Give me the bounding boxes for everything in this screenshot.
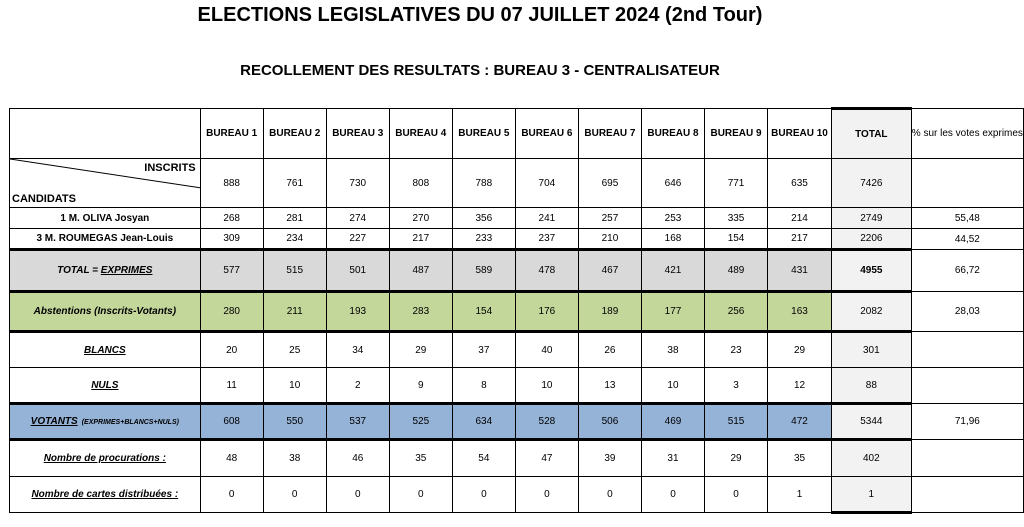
header-bureau-9: BUREAU 9	[705, 109, 768, 159]
nuls-b9: 3	[705, 368, 768, 404]
cand2-b1: 309	[200, 229, 263, 250]
blancs-b3: 34	[326, 332, 389, 368]
procurations-b2: 38	[263, 440, 326, 477]
exprimes-b1: 577	[200, 250, 263, 292]
procurations-total: 402	[831, 440, 911, 477]
nuls-label: NULS	[10, 368, 201, 404]
nuls-b1: 11	[200, 368, 263, 404]
inscrits-b6: 704	[515, 159, 578, 208]
votants-b9: 515	[705, 404, 768, 440]
inscrits-b5: 788	[452, 159, 515, 208]
procurations-b7: 39	[578, 440, 641, 477]
blancs-b9: 23	[705, 332, 768, 368]
votants-b1: 608	[200, 404, 263, 440]
header-bureau-1: BUREAU 1	[200, 109, 263, 159]
inscrits-row	[10, 159, 1024, 208]
procurations-b10: 35	[768, 440, 832, 477]
votants-label-main: VOTANTS	[30, 416, 78, 427]
inscrits-b10: 635	[768, 159, 832, 208]
inscrits-corner-cell	[10, 159, 201, 208]
exprimes-b8: 421	[641, 250, 704, 292]
nuls-b6: 10	[515, 368, 578, 404]
abstentions-b7: 189	[578, 292, 641, 332]
inscrits-b2: 761	[263, 159, 326, 208]
cand2-b8: 168	[641, 229, 704, 250]
votants-b5: 634	[452, 404, 515, 440]
votants-b10: 472	[768, 404, 832, 440]
abstentions-b4: 283	[389, 292, 452, 332]
abstentions-b1: 280	[200, 292, 263, 332]
cand2-b10: 217	[768, 229, 832, 250]
nuls-total: 88	[831, 368, 911, 404]
blancs-total: 301	[831, 332, 911, 368]
cartes-b9: 0	[705, 477, 768, 513]
cand1-total: 2749	[831, 208, 911, 229]
header-bureau-3: BUREAU 3	[326, 109, 389, 159]
header-bureau-8: BUREAU 8	[641, 109, 704, 159]
cand2-b3: 227	[326, 229, 389, 250]
page-title: ELECTIONS LEGISLATIVES DU 07 JUILLET 2024 (2nd Tour)	[197, 4, 763, 26]
nuls-row	[10, 368, 1024, 404]
page-subtitle: RECOLLEMENT DES RESULTATS : BUREAU 3 - CENTRALISATEUR	[240, 62, 720, 79]
procurations-b6: 47	[515, 440, 578, 477]
abstentions-b10: 163	[768, 292, 832, 332]
header-row	[10, 109, 1024, 159]
blancs-b7: 26	[578, 332, 641, 368]
nuls-b8: 10	[641, 368, 704, 404]
cand1-b8: 253	[641, 208, 704, 229]
blancs-b5: 37	[452, 332, 515, 368]
votants-b2: 550	[263, 404, 326, 440]
nuls-b10: 12	[768, 368, 832, 404]
cartes-b4: 0	[389, 477, 452, 513]
votants-b4: 525	[389, 404, 452, 440]
exprimes-b6: 478	[515, 250, 578, 292]
cand2-b9: 154	[705, 229, 768, 250]
abstentions-b5: 154	[452, 292, 515, 332]
cand2-b4: 217	[389, 229, 452, 250]
procurations-b9: 29	[705, 440, 768, 477]
candidats-label: CANDIDATS	[12, 193, 76, 205]
cand1-b5: 356	[452, 208, 515, 229]
candidate-row	[10, 208, 1024, 229]
cartes-b2: 0	[263, 477, 326, 513]
exprimes-total: 4955	[831, 250, 911, 292]
cartes-b10: 1	[768, 477, 832, 513]
procurations-pct	[911, 440, 1023, 477]
cand2-b6: 237	[515, 229, 578, 250]
procurations-b8: 31	[641, 440, 704, 477]
cartes-b5: 0	[452, 477, 515, 513]
cartes-b3: 0	[326, 477, 389, 513]
cartes-b6: 0	[515, 477, 578, 513]
votants-b7: 506	[578, 404, 641, 440]
cartes-b8: 0	[641, 477, 704, 513]
nuls-b7: 13	[578, 368, 641, 404]
votants-pct: 71,96	[911, 404, 1023, 440]
cand1-b7: 257	[578, 208, 641, 229]
exprimes-b2: 515	[263, 250, 326, 292]
candidate-name: 3 M. ROUMEGAS Jean-Louis	[10, 229, 201, 250]
votants-label-sub: (EXPRIMES+BLANCS+NULS)	[81, 419, 179, 426]
cartes-b7: 0	[578, 477, 641, 513]
exprimes-pct: 66,72	[911, 250, 1023, 292]
header-blank-cell	[10, 109, 201, 159]
votants-b6: 528	[515, 404, 578, 440]
results-table	[9, 107, 1024, 514]
exprimes-label	[10, 250, 201, 292]
exprimes-label-word: EXPRIMES	[100, 265, 153, 276]
cartes-total: 1	[831, 477, 911, 513]
header-bureau-10: BUREAU 10	[768, 109, 832, 159]
header-bureau-2: BUREAU 2	[263, 109, 326, 159]
blancs-b1: 20	[200, 332, 263, 368]
candidate-row	[10, 229, 1024, 250]
abstentions-b9: 256	[705, 292, 768, 332]
header-pct: % sur les votes exprimes	[911, 109, 1023, 159]
cartes-b1: 0	[200, 477, 263, 513]
abstentions-b3: 193	[326, 292, 389, 332]
exprimes-b4: 487	[389, 250, 452, 292]
abstentions-pct: 28,03	[911, 292, 1023, 332]
header-bureau-6: BUREAU 6	[515, 109, 578, 159]
cand1-b10: 214	[768, 208, 832, 229]
inscrits-b9: 771	[705, 159, 768, 208]
candidate-name: 1 M. OLIVA Josyan	[10, 208, 201, 229]
votants-row	[10, 404, 1024, 440]
abstentions-row	[10, 292, 1024, 332]
cand2-b2: 234	[263, 229, 326, 250]
header-total: TOTAL	[831, 109, 911, 159]
abstentions-total: 2082	[831, 292, 911, 332]
cartes-row	[10, 477, 1024, 513]
cand1-b6: 241	[515, 208, 578, 229]
nuls-pct	[911, 368, 1023, 404]
cand1-b9: 335	[705, 208, 768, 229]
cand1-b1: 268	[200, 208, 263, 229]
abstentions-b8: 177	[641, 292, 704, 332]
exprimes-b10: 431	[768, 250, 832, 292]
votants-b8: 469	[641, 404, 704, 440]
blancs-pct	[911, 332, 1023, 368]
nuls-b5: 8	[452, 368, 515, 404]
cand1-pct: 55,48	[911, 208, 1023, 229]
inscrits-label: INSCRITS	[144, 162, 196, 174]
blancs-b10: 29	[768, 332, 832, 368]
procurations-b4: 35	[389, 440, 452, 477]
cartes-label: Nombre de cartes distribuées :	[10, 477, 201, 513]
votants-label	[10, 404, 201, 440]
abstentions-b2: 211	[263, 292, 326, 332]
exprimes-b7: 467	[578, 250, 641, 292]
blancs-label: BLANCS	[10, 332, 201, 368]
abstentions-b6: 176	[515, 292, 578, 332]
exprimes-b5: 589	[452, 250, 515, 292]
inscrits-b4: 808	[389, 159, 452, 208]
votants-total: 5344	[831, 404, 911, 440]
cartes-pct	[911, 477, 1023, 513]
cand2-total: 2206	[831, 229, 911, 250]
exprimes-b3: 501	[326, 250, 389, 292]
nuls-b4: 9	[389, 368, 452, 404]
exprimes-label-prefix: TOTAL =	[57, 265, 101, 276]
procurations-b1: 48	[200, 440, 263, 477]
header-bureau-5: BUREAU 5	[452, 109, 515, 159]
blancs-b2: 25	[263, 332, 326, 368]
header-bureau-7: BUREAU 7	[578, 109, 641, 159]
nuls-b3: 2	[326, 368, 389, 404]
cand1-b4: 270	[389, 208, 452, 229]
inscrits-pct	[911, 159, 1023, 208]
inscrits-b8: 646	[641, 159, 704, 208]
nuls-b2: 10	[263, 368, 326, 404]
cand2-b7: 210	[578, 229, 641, 250]
inscrits-b3: 730	[326, 159, 389, 208]
inscrits-b1: 888	[200, 159, 263, 208]
cand1-b3: 274	[326, 208, 389, 229]
blancs-b8: 38	[641, 332, 704, 368]
blancs-row	[10, 332, 1024, 368]
procurations-b5: 54	[452, 440, 515, 477]
header-bureau-4: BUREAU 4	[389, 109, 452, 159]
blancs-b6: 40	[515, 332, 578, 368]
abstentions-label: Abstentions (Inscrits-Votants)	[10, 292, 201, 332]
inscrits-total: 7426	[831, 159, 911, 208]
inscrits-b7: 695	[578, 159, 641, 208]
blancs-b4: 29	[389, 332, 452, 368]
procurations-label: Nombre de procurations :	[10, 440, 201, 477]
procurations-b3: 46	[326, 440, 389, 477]
cand2-b5: 233	[452, 229, 515, 250]
cand2-pct: 44,52	[911, 229, 1023, 250]
cand1-b2: 281	[263, 208, 326, 229]
votants-b3: 537	[326, 404, 389, 440]
exprimes-row	[10, 250, 1024, 292]
exprimes-b9: 489	[705, 250, 768, 292]
procurations-row	[10, 440, 1024, 477]
